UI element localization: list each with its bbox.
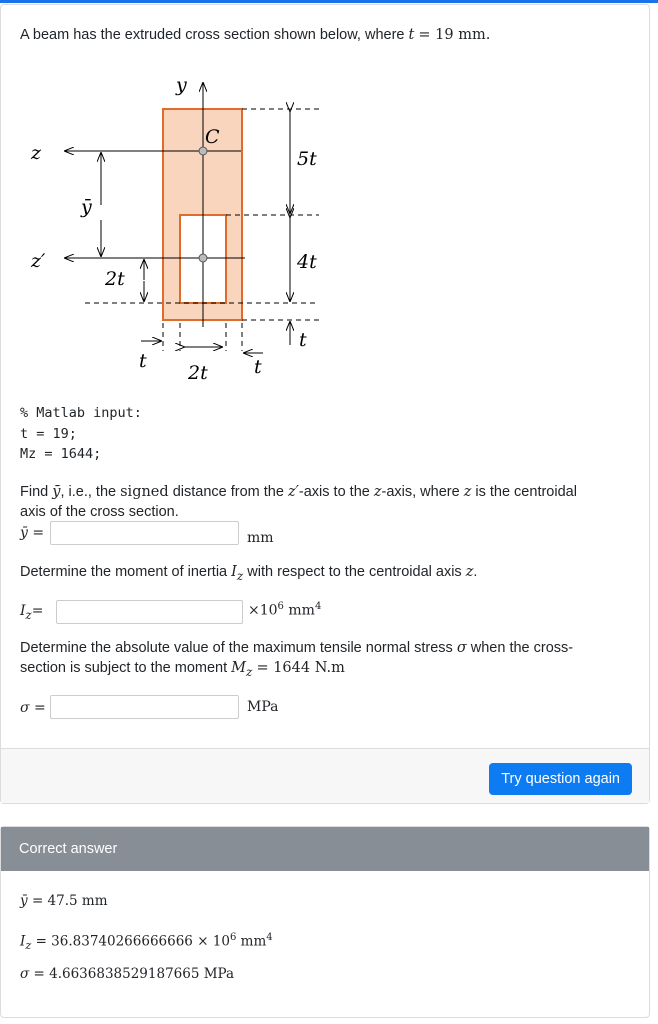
ybar-input-label [20,525,44,541]
sigma-input-label [20,700,46,716]
q1-text-c: distance from the [172,484,284,500]
intro-var: t [408,27,415,43]
correct-answer-card [0,826,650,1018]
q3-line2-var: M [231,660,247,676]
q1-line2: axis of the cross section. [20,504,179,520]
q1-text-a: Find [20,484,49,500]
cross-section-diagram [1,63,361,393]
q1-text-f: is the centroidal [475,484,577,500]
iz-label-eq: = [31,603,44,619]
question-body [1,5,649,748]
q2-sub: z [236,568,244,583]
answer-sigma-value: = 4.6636838529187665 MPa [33,966,235,982]
sigma-label-text: σ = [20,700,46,716]
question-3-text [20,638,635,682]
iz-unit-prefix: ×10 [248,602,278,619]
answer-iz-value: = 36.83740266666666 × 10 [35,933,230,950]
label-5t: 5t [297,148,317,170]
q2-axis: z [465,564,474,580]
answer-iz-var: I [20,933,26,950]
answer-ybar [20,891,108,911]
iz-label-var: I [20,603,26,619]
matlab-input-block [20,403,142,465]
answer-iz-unit: mm [240,933,267,950]
answer-iz [20,928,273,956]
q3-line1-a: Determine the absolute value of the maximum tensile normal stress [20,640,453,656]
iz-unit-mm: mm [288,602,315,619]
ybar-label-text: ȳ = [20,525,45,541]
iz-unit-exp: 6 [277,601,284,612]
label-ybar: ȳ [81,196,92,218]
iz-input[interactable] [56,600,243,624]
question-card [0,4,650,804]
q2-text-a: Determine the moment of inertia [20,564,228,580]
question-footer [1,748,649,803]
try-again-button[interactable]: Try question again [489,763,632,795]
label-z-prime: z′ [31,250,46,272]
label-y: y [176,74,187,96]
question-2-text: Determine the moment of inertia $I_z$ with respect to the centroidal axis z. [20,564,478,583]
q1-z: z [373,484,382,500]
q1-z2: z [463,484,472,500]
inner-center-point [199,254,207,262]
matlab-line: % Matlab input: [20,405,142,421]
q3-line1-b: when the cross- [470,640,574,656]
iz-unit [248,601,321,619]
label-c: C [205,126,220,148]
question-1-text [20,482,635,522]
ybar-unit: mm [247,530,274,546]
label-t-right: t [299,329,307,351]
answer-iz-exp2: 4 [266,932,273,943]
sigma-input[interactable] [50,695,239,719]
label-t-bottom-right: t [254,356,262,378]
matlab-line: t = 19; [20,425,77,442]
answer-sigma-var: σ [20,966,30,982]
q2-var: I [231,564,237,580]
intro-text: A beam has the extruded cross section shown below, where [20,27,405,43]
q1-text-b: , i.e., the [60,484,117,500]
answer-iz-sub: z [25,939,32,953]
matlab-line: Mz = 1644; [20,446,102,462]
answer-ybar-var: ȳ [20,893,28,909]
q1-signed: signed [120,484,169,500]
intro-value: = 19 mm. [418,27,491,43]
label-4t: 4t [297,251,317,273]
ybar-input[interactable] [50,521,239,545]
top-accent-bar [0,0,658,3]
iz-label-sub: z [25,607,32,622]
q1-text-d: -axis to the [298,484,370,500]
q1-text-e: -axis, where [381,484,460,500]
sigma-unit: MPa [247,699,279,715]
answer-ybar-value: = 47.5 mm [31,893,108,909]
q3-line2-sub: z [246,664,253,679]
q1-var: ȳ [52,484,61,500]
iz-input-label [20,603,43,622]
iz-unit-exp2: 4 [314,601,322,612]
label-z: z [31,142,42,164]
answer-sigma [20,964,234,984]
label-2t-bottom: 2t [188,362,208,384]
answer-iz-exp: 6 [229,932,237,943]
q3-line1-var: σ [456,640,467,656]
problem-intro [20,25,490,45]
q3-line2-a: section is subject to the moment [20,660,228,676]
label-t-bottom-left: t [139,350,147,372]
centroid-point [199,147,207,155]
q3-line2-b: = 1644 N.m [256,660,345,676]
q2-text-b: with respect to the centroidal axis [247,564,462,580]
q1-zp: z′ [287,484,299,500]
label-2t-left: 2t [105,268,125,290]
correct-answer-header: Correct answer [1,827,649,871]
